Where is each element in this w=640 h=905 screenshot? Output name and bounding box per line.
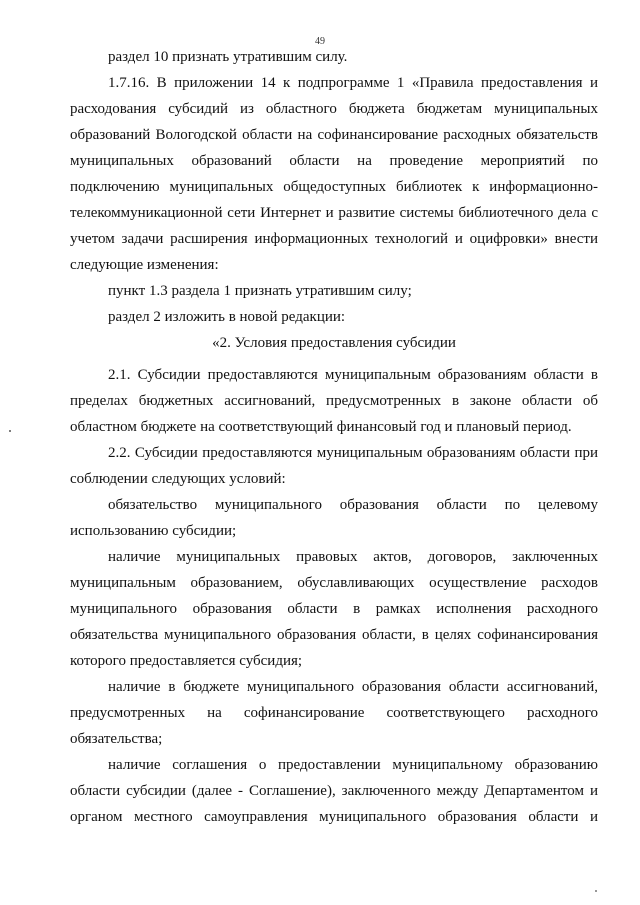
paragraph: обязательство муниципального образования области по целевому использованию субсидии; — [70, 497, 598, 539]
paragraph: раздел 10 признать утратившим силу. — [108, 49, 348, 65]
paragraph: наличие муниципальных правовых актов, договоров, заключенных муниципальным образованием, обуславливающих осуществление расходов муниципального образования области в рамках исполнения расходного обязательства муниципального образования области, в целях софинансирования которого предоставляется субсидия; — [70, 549, 598, 669]
paragraph: 2.1. Субсидии предоставляются муниципальным образованиям области в пределах бюджетных ассигнований, предусмотренных в законе области об областном бюджете на соответствующий финансовый год и плановый период. — [70, 367, 598, 435]
paragraph: наличие в бюджете муниципального образования области ассигнований, предусмотренных на софинансирование соответствующего расходного обязательства; — [70, 679, 598, 747]
paragraph: 1.7.16. В приложении 14 к подпрограмме 1 «Правила предоставления и расходования субсидий из областного бюджета бюджетам муниципальных образований Вологодской области на софинансирование расходных обязательств муниципальных образований области на проведение мероприятий по подключению муниципальных общедоступных библиотек к информационно-телекоммуникационной сети Интернет и развитие системы библиотечного дела с учетом задачи расширения информационных технологий и оцифровки» внести следующие изменения: — [70, 75, 598, 273]
paragraph: раздел 2 изложить в новой редакции: — [108, 309, 346, 325]
scan-speck — [9, 430, 11, 432]
document-body — [70, 44, 598, 830]
paragraph: наличие соглашения о предоставлении муниципальному образованию области субсидии (далее - Соглашение), заключенного между Департаментом и органом местного самоуправления муниципального образования области и — [70, 757, 598, 825]
page-number: 49 — [315, 36, 325, 47]
paragraph: 2.2. Субсидии предоставляются муниципальным образованиям области при соблюдении следующих условий: — [70, 445, 598, 487]
scan-speck — [595, 890, 597, 892]
paragraph: пункт 1.3 раздела 1 признать утратившим силу; — [108, 283, 412, 299]
section-heading: «2. Условия предоставления субсидии — [212, 335, 456, 351]
